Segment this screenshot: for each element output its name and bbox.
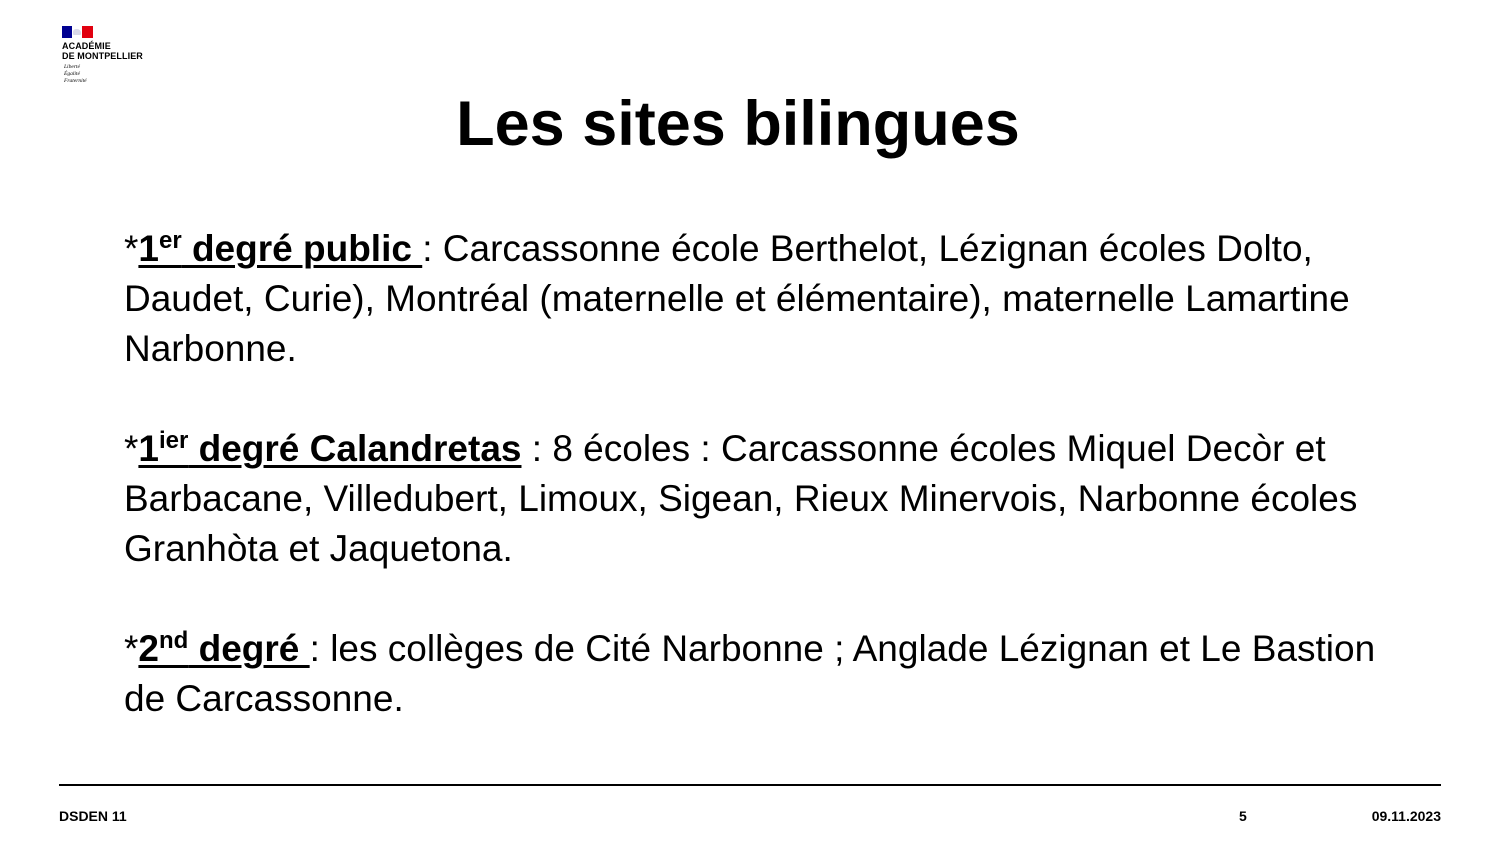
section-heading: 1er degré public <box>138 227 423 269</box>
logo-region-line: DE MONTPELLIER <box>62 51 143 61</box>
logo-academy-line: ACADÉMIE <box>62 41 111 51</box>
bullet-marker: * <box>124 428 139 469</box>
section-heading: $1^{ier}$ degré Calandretas <box>138 427 522 469</box>
section-public-first-degree <box>124 224 1414 374</box>
footer-divider <box>59 784 1441 786</box>
logo-motto-fraternite: Fraternité <box>64 78 87 84</box>
slide-title: Les sites bilingues <box>456 89 1020 159</box>
section-text: : 8 écoles : Carcassonne écoles Miquel Decòr et Barbacane, Villedubert, Limoux, Sigean, Rieux Minervois, Narbonne écoles Granhòta et Jaquetona. <box>124 428 1358 569</box>
academy-logo <box>62 26 182 90</box>
section-text: : les collèges de Cité Narbonne ; Anglade Lézignan et Le Bastion de Carcassonne. <box>124 628 1376 719</box>
bullet-marker: * <box>124 228 139 269</box>
footer-date: 09.11.2023 <box>1371 808 1441 824</box>
slide-body <box>124 224 1414 724</box>
logo-motto-egalite: Égalité <box>64 71 80 77</box>
bullet-marker: * <box>124 628 139 669</box>
footer-page-number: 5 <box>1239 808 1247 824</box>
footer-organization: DSDEN 11 <box>59 808 127 824</box>
logo-motto-liberte: Liberté <box>64 64 80 70</box>
section-heading: 2nd degré <box>138 627 310 669</box>
section-text: : Carcassonne école Berthelot, Lézignan écoles Dolto, Daudet, Curie), Montréal (maternelle et élémentaire), maternelle Lamartine Narbonne. <box>124 228 1350 369</box>
french-republic-flag-icon <box>62 26 93 38</box>
section-calandretas <box>124 424 1414 574</box>
section-second-degree <box>124 624 1414 724</box>
